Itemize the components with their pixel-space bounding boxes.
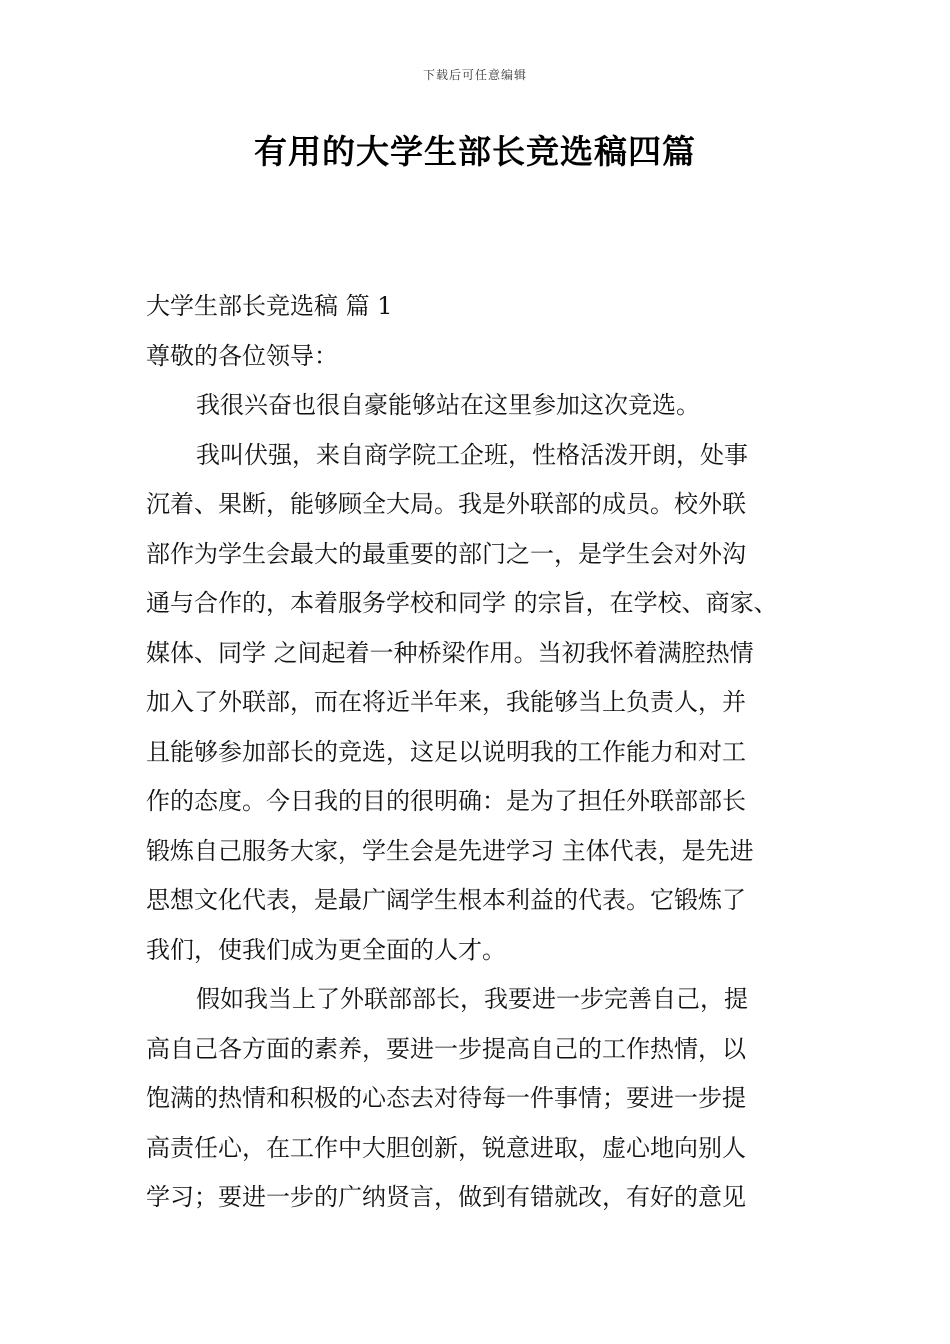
paragraph-line: 我们，使我们成为更全面的人才。: [146, 935, 506, 964]
document-body: [146, 282, 846, 1223]
paragraph-line: 高责任心，在工作中大胆创新，锐意进取，虚心地向别人: [146, 1133, 746, 1162]
paragraph-line: 饱满的热情和积极的心态去对待每一件事情；要进一步提: [146, 1084, 746, 1112]
paragraph-line: 且能够参加部长的竞选，这足以说明我的工作能力和对工: [146, 737, 746, 766]
paragraph-line: 我很兴奋也很自豪能够站在这里参加这次竞选。: [196, 391, 700, 419]
paragraph-line: 高自己各方面的素养，要进一步提高自己的工作热情，以: [146, 1034, 746, 1063]
paragraph-line: 媒体、同学 之间起着一种桥梁作用。当初我怀着满腔热情: [146, 638, 754, 667]
paragraph: [146, 975, 846, 1223]
paragraph: [146, 381, 846, 431]
paragraph-line: 加入了外联部，而在将近半年来，我能够当上负责人，并: [146, 688, 746, 716]
paragraph-line: 学习；要进一步的广纳贤言，做到有错就改，有好的意见: [146, 1183, 746, 1211]
paragraph: [146, 431, 846, 976]
paragraph-line: 作的态度。今日我的目的很明确：是为了担任外联部部长: [146, 787, 746, 815]
greeting: 尊敬的各位领导：: [146, 341, 338, 370]
paragraph-line: 思想文化代表，是最广阔学生根本利益的代表。它锻炼了: [146, 886, 746, 914]
section-heading: 大学生部长竞选稿 篇 1: [146, 292, 393, 320]
header-note: 下载后可任意编辑: [422, 68, 527, 82]
paragraph-line: 锻炼自己服务大家，学生会是先进学习 主体代表，是先进: [146, 836, 754, 865]
paragraph-line: 我叫伏强，来自商学院工企班，性格活泼开朗，处事: [196, 440, 748, 469]
document-title: 有用的大学生部长竞选稿四篇: [254, 132, 696, 171]
paragraph-line: 通与合作的，本着服务学校和同学 的宗旨，在学校、商家、: [146, 589, 778, 617]
paragraph-line: 沉着、果断，能够顾全大局。我是外联部的成员。校外联: [146, 490, 746, 518]
paragraph-line: 假如我当上了外联部部长，我要进一步完善自己，提: [196, 985, 748, 1013]
paragraph-line: 部作为学生会最大的最重要的部门之一，是学生会对外沟: [146, 539, 746, 568]
